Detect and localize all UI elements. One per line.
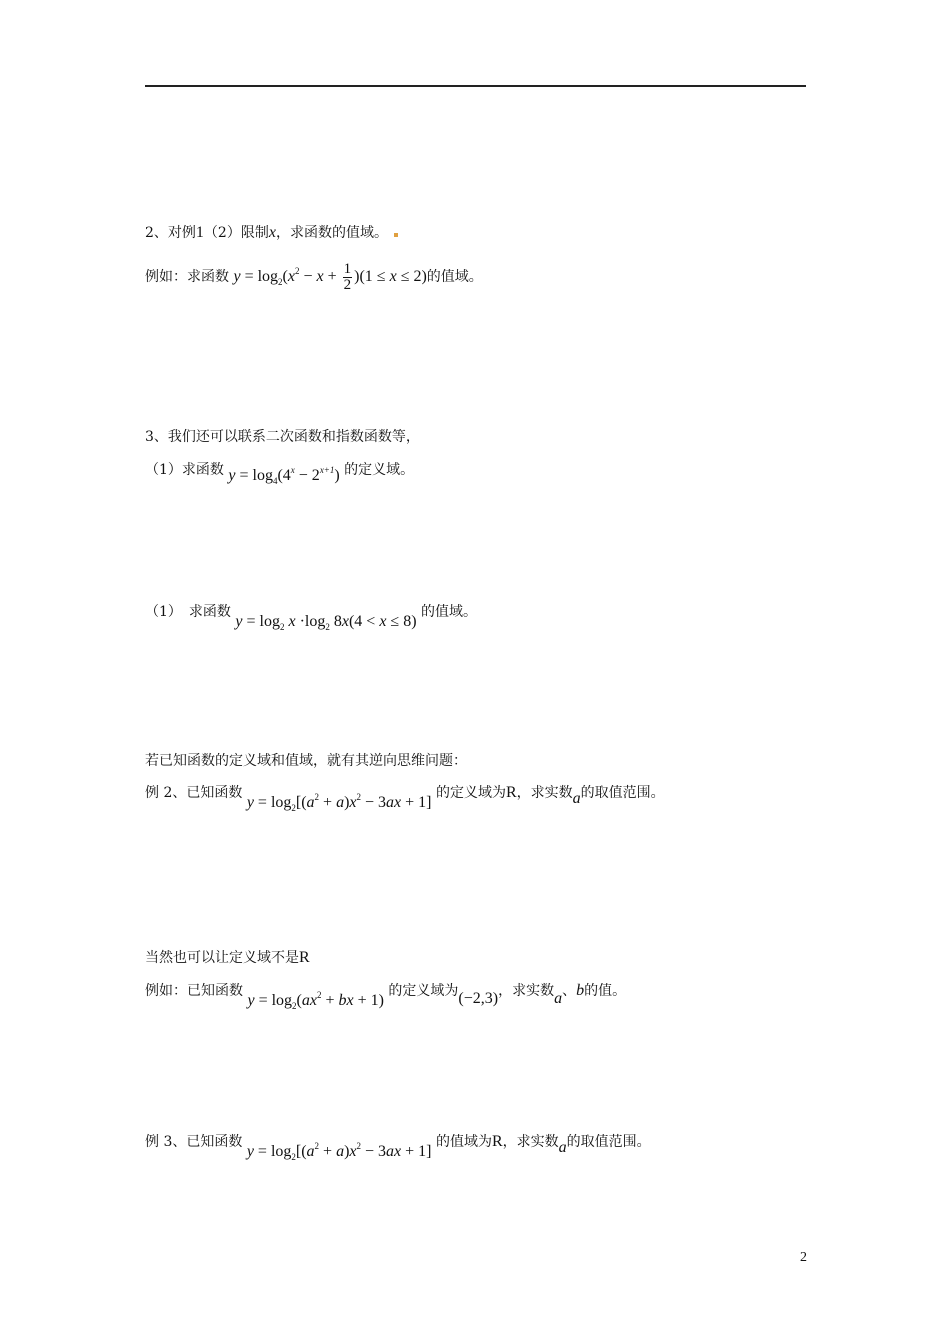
header-rule (145, 85, 806, 87)
example-2: 例 2、已知函数 $y = \log_2[(a^2 + a)x^2 - 3ax + 1]$ 的定义域为R，求实数a的取值范围。 (145, 784, 665, 813)
fraction-one-half: $\frac{1}{2}$ (343, 261, 352, 293)
example-domain: 例如：已知函数 $y = \log_2(ax^2$ + bx + 1) 的定义域为(−2,3)，求实数a、b的值。 (145, 982, 627, 1011)
formula-2: $y = \log_2(x^2 - x$ + $\frac{1}{2}$ )(1 ≤ x ≤ 2) (233, 261, 427, 293)
section-3-part-1: （1）求函数 $y = \log_4(4^x - 2^{x+1})$ 的定义域。 (145, 462, 415, 486)
inverse-problem-intro: 若已知函数的定义域和值域，就有其逆向思维问题： (145, 753, 467, 769)
orange-marker-icon (394, 233, 398, 237)
formula-example-domain: $y = \log_2(ax^2$ + bx + 1) (247, 990, 384, 1011)
domain-not-R-intro: 当然也可以让定义域不是R (145, 949, 310, 966)
formula-example-2: $y = \log_2[(a^2 + a)x^2 - 3ax + 1]$ (246, 792, 432, 813)
section-3-part-2: （1） 求函数 $y = \log_2 x \cdot\log_2$ 8x(4 < x ≤ 8) 的值域。 (145, 604, 477, 632)
section-2-example: 例如：求函数 $y = \log_2(x^2 - x$ + $\frac{1}{2}$ )(1 ≤ x ≤ 2)的值域。 (145, 261, 483, 293)
section-3-intro: 3、我们还可以联系二次函数和指数函数等， (145, 429, 420, 445)
formula-example-3: $y = \log_2[(a^2 + a)x^2 - 3ax + 1]$ (246, 1141, 432, 1162)
section-2-heading: 2、对例1（2）限制x，求函数的值域。 (145, 224, 398, 242)
page-number: 2 (800, 1250, 807, 1265)
formula-3-2: $y = \log_2 x \cdot\log_2$ 8x(4 < x ≤ 8) (235, 613, 417, 632)
example-3: 例 3、已知函数 $y = \log_2[(a^2 + a)x^2 - 3ax + 1]$ 的值域为R，求实数a的取值范围。 (145, 1133, 651, 1162)
formula-3-1: $y = \log_4(4^x - 2^{x+1})$ (228, 465, 340, 486)
